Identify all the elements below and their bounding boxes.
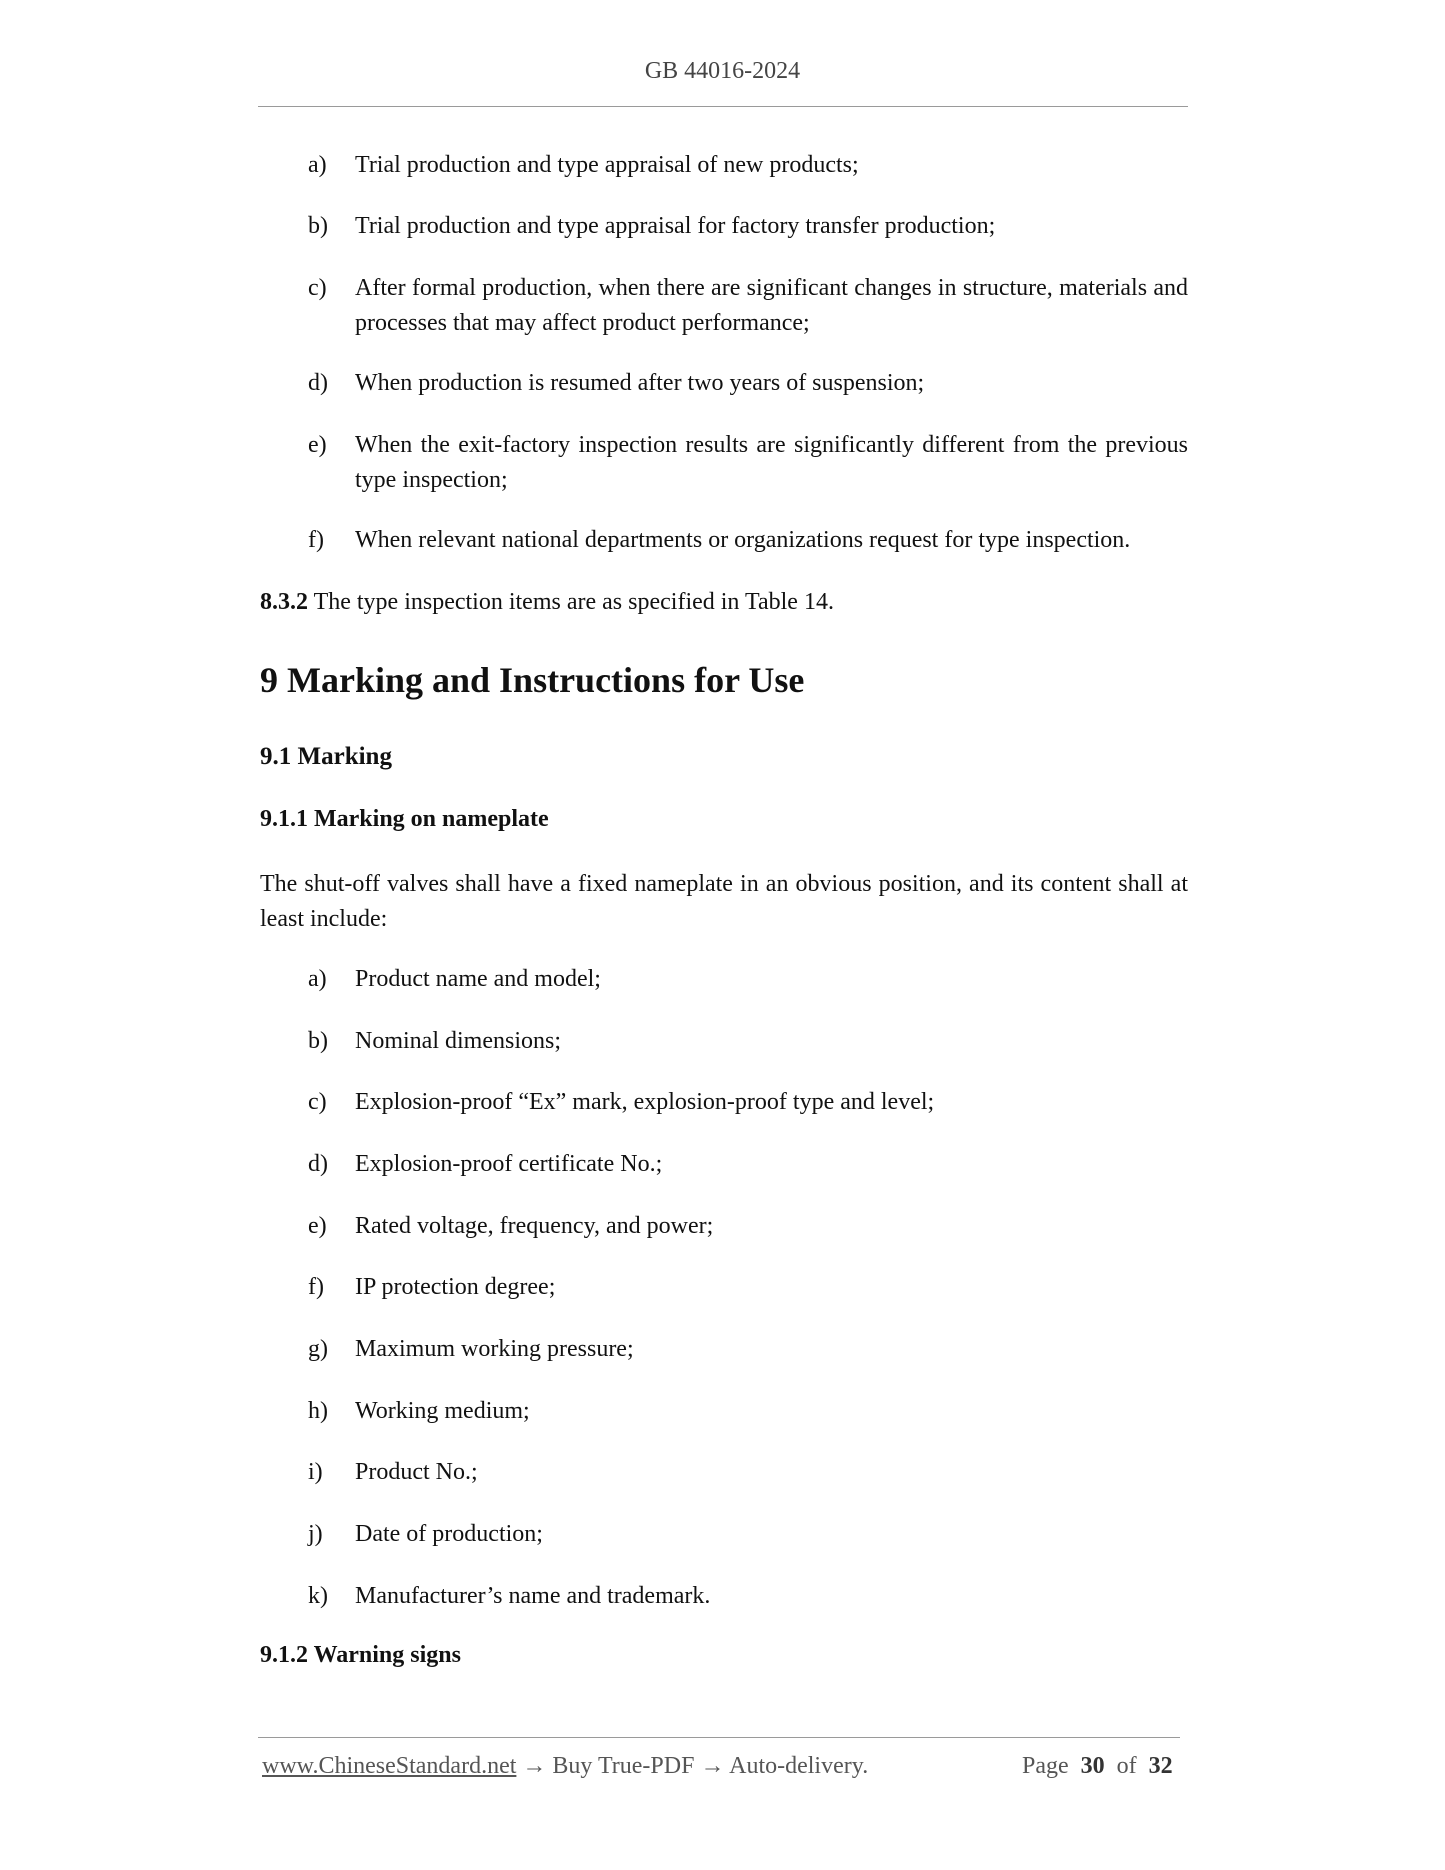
list-item-text: Explosion-proof certificate No.; [355, 1151, 663, 1177]
footer-promo [262, 1753, 868, 1780]
page-word: Page [1022, 1753, 1069, 1779]
list-item-label: h) [308, 1398, 328, 1424]
list-item-label: d) [308, 1151, 328, 1177]
header-divider [258, 106, 1188, 107]
list-item-label: e) [308, 432, 327, 458]
list-item-label: e) [308, 1213, 327, 1239]
list-item-text: When the exit-factory inspection results are significantly different from the previous type inspection; [355, 432, 1188, 493]
list-item-label: c) [308, 275, 327, 301]
list-item-label: i) [308, 1459, 323, 1485]
footer-promo-text: → Buy True-PDF → Auto-delivery. [516, 1753, 869, 1779]
page-total: 32 [1148, 1753, 1173, 1779]
list-item-text: Date of production; [355, 1521, 543, 1547]
list-item-text: When production is resumed after two years of suspension; [355, 370, 925, 396]
list-item-label: b) [308, 213, 328, 239]
list-item-text: Product name and model; [355, 966, 601, 992]
list-item-label: f) [308, 1274, 324, 1300]
nameplate-intro-paragraph: The shut-off valves shall have a fixed nameplate in an obvious position, and its content shall at least include: [260, 871, 1188, 932]
of-word: of [1116, 1753, 1137, 1779]
page-counter [1022, 1753, 1173, 1780]
list-item-text: Trial production and type appraisal for factory transfer production; [355, 213, 996, 239]
clause-number: 8.3.2 [260, 589, 308, 615]
section-heading-9-1-1: 9.1.1 Marking on nameplate [260, 806, 549, 832]
section-heading-9-1-2: 9.1.2 Warning signs [260, 1642, 461, 1668]
list-item-text: Nominal dimensions; [355, 1028, 561, 1054]
section-heading-9: 9 Marking and Instructions for Use [260, 660, 805, 700]
footer-divider [258, 1737, 1180, 1738]
list-item-label: b) [308, 1028, 328, 1054]
list-item-text: IP protection degree; [355, 1274, 556, 1300]
clause-8-3-2 [260, 585, 1188, 620]
list-item-text: Working medium; [355, 1398, 530, 1424]
list-item-text: Maximum working pressure; [355, 1336, 634, 1362]
list-item-label: d) [308, 370, 328, 396]
list-item-label: a) [308, 152, 327, 178]
list-item-label: k) [308, 1583, 328, 1609]
list-item-text: After formal production, when there are significant changes in structure, materials and processes that may affect product performance; [355, 275, 1188, 336]
list-item-label: c) [308, 1089, 327, 1115]
section-heading-9-1: 9.1 Marking [260, 743, 392, 770]
list-item-label: j) [308, 1521, 323, 1547]
list-item-text: Rated voltage, frequency, and power; [355, 1213, 714, 1239]
list-item-text: Product No.; [355, 1459, 478, 1485]
page-current: 30 [1080, 1753, 1105, 1779]
list-item-text: Explosion-proof “Ex” mark, explosion-proof type and level; [355, 1089, 935, 1115]
clause-text: The type inspection items are as specified in Table 14. [308, 589, 834, 615]
list-item-text: Manufacturer’s name and trademark. [355, 1583, 711, 1609]
footer-site-link[interactable]: www.ChineseStandard.net [262, 1753, 517, 1779]
list-item-label: a) [308, 966, 327, 992]
list-item-label: f) [308, 527, 324, 553]
document-header-id: GB 44016-2024 [644, 58, 801, 84]
list-item-text: When relevant national departments or organizations request for type inspection. [355, 527, 1131, 553]
list-item-text: Trial production and type appraisal of new products; [355, 152, 859, 178]
list-item-label: g) [308, 1336, 328, 1362]
